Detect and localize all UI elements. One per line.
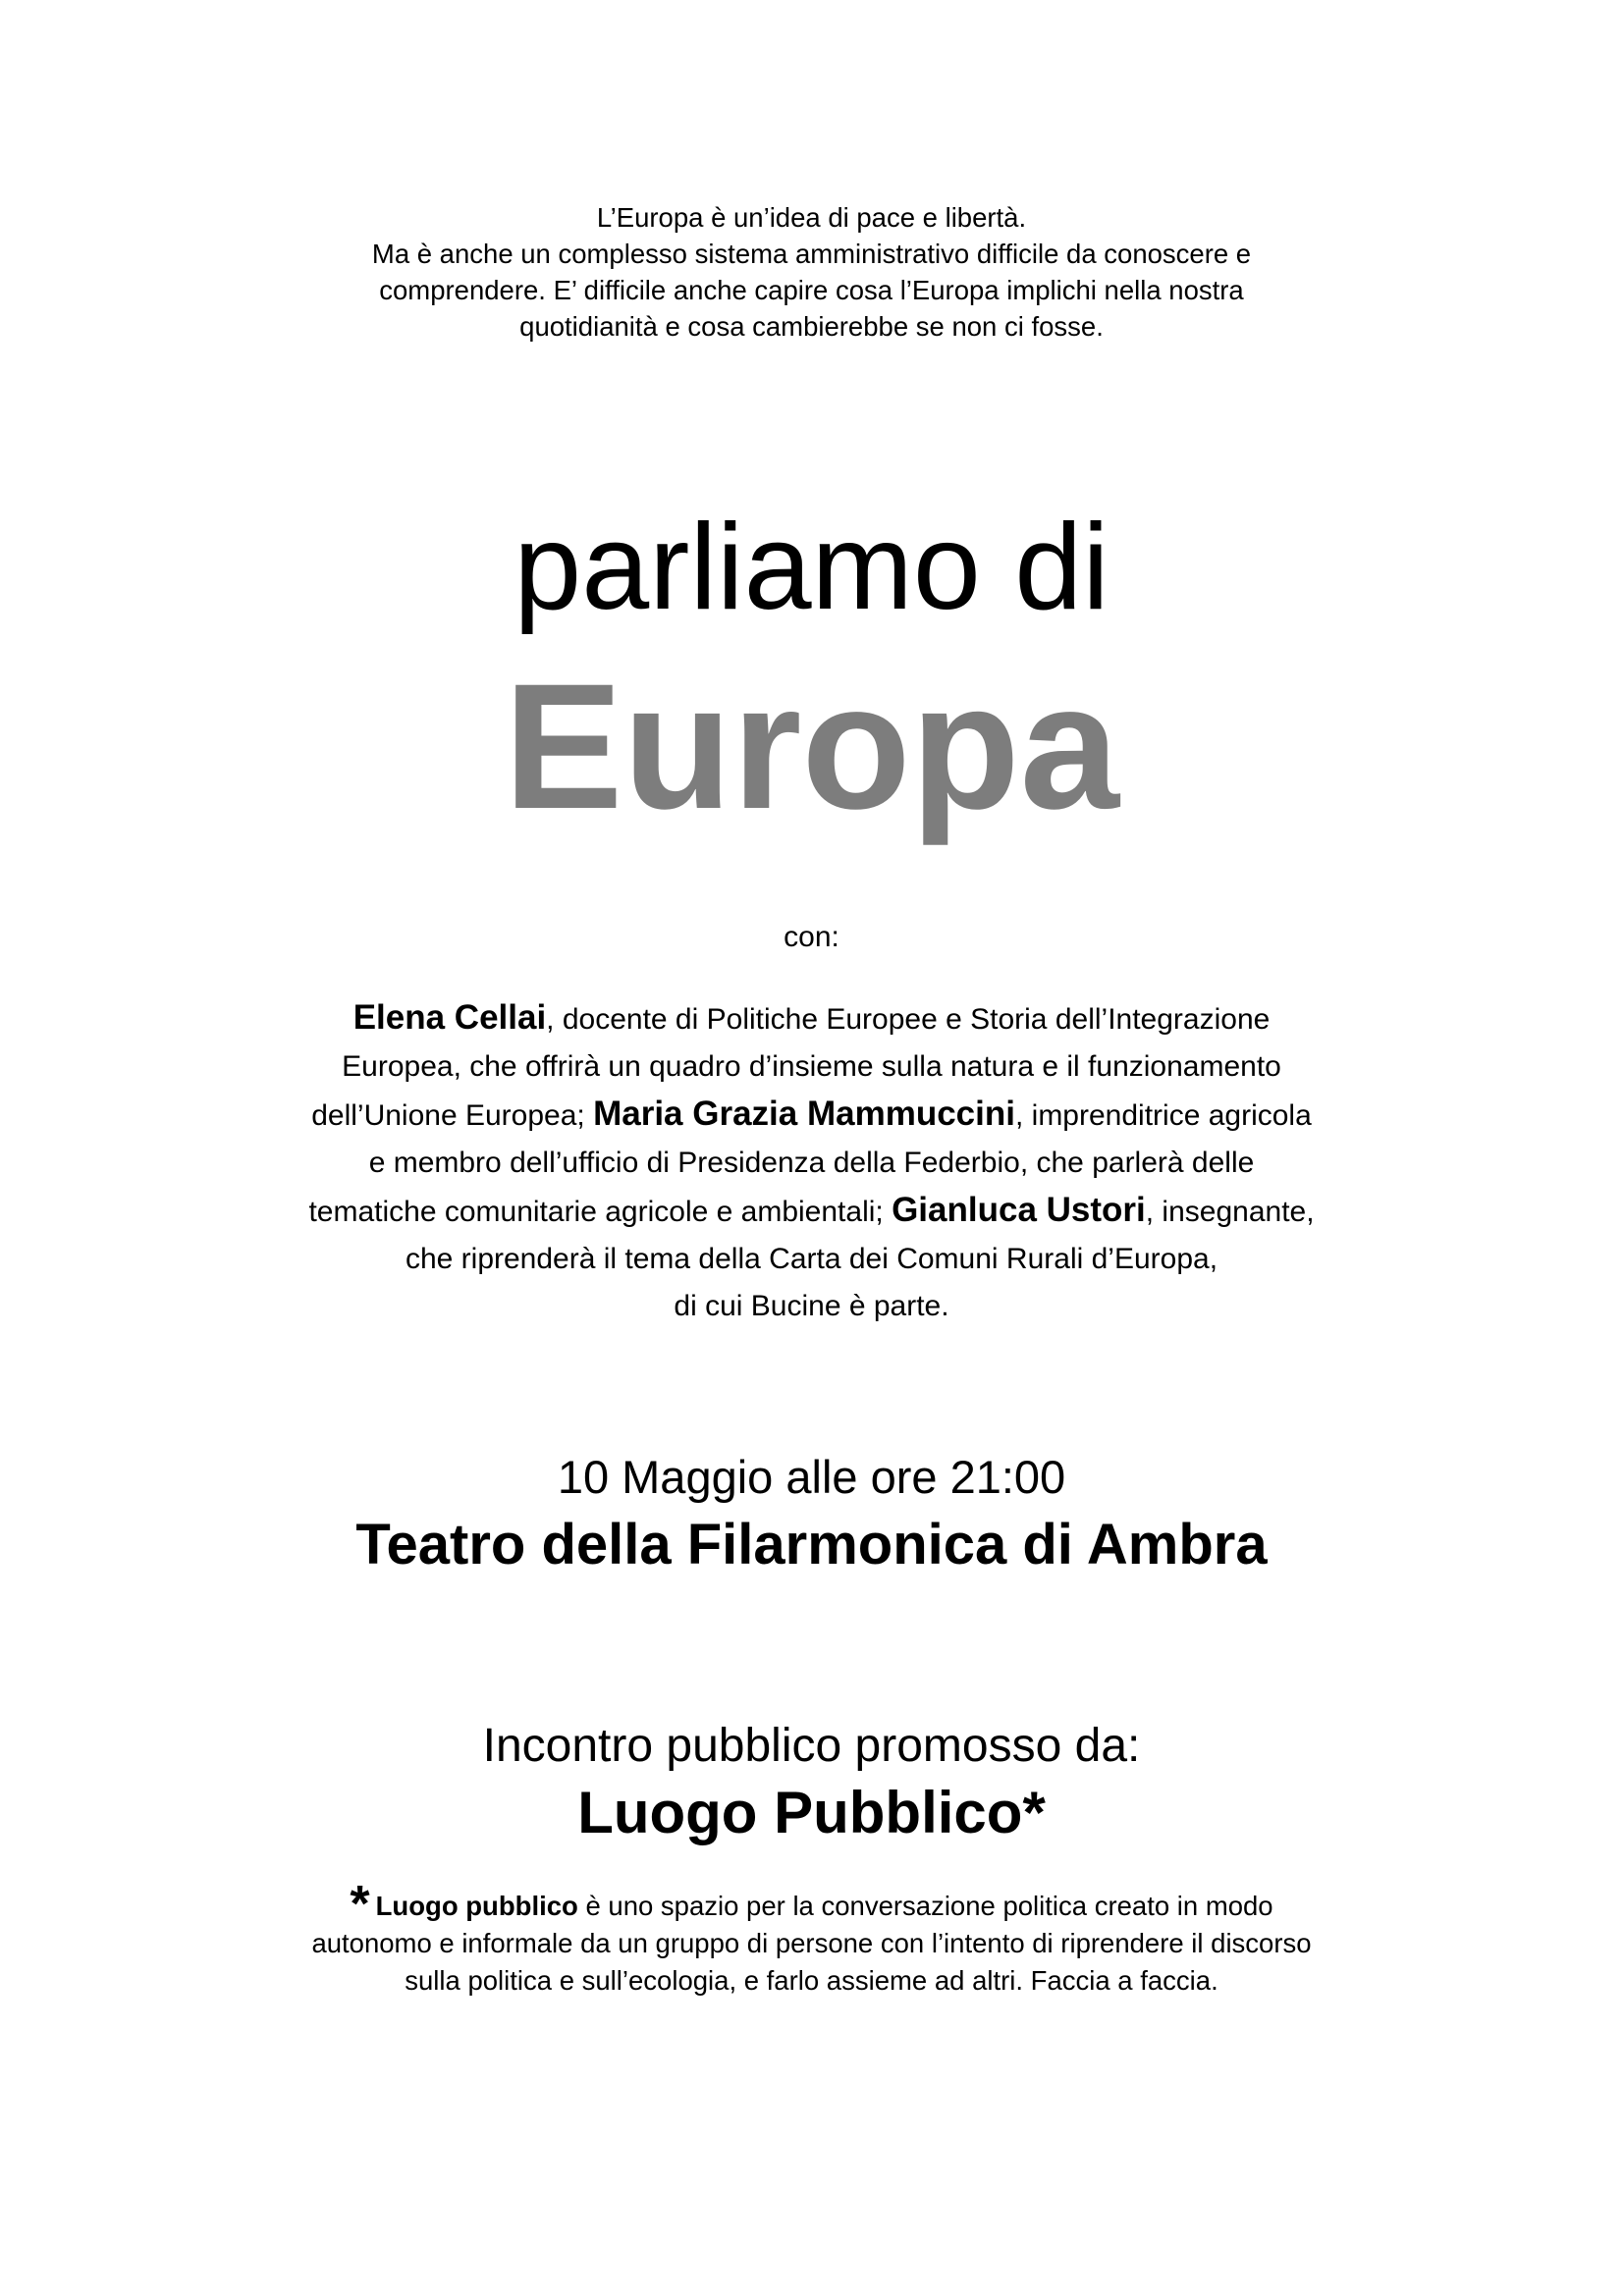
speakers-line (0, 994, 1623, 1043)
speakers-line (0, 1187, 1623, 1236)
intro-line: Ma è anche un complesso sistema amministrativo difficile da conoscere e (371, 239, 1252, 269)
speaker-description: dell’Unione Europea; (311, 1099, 594, 1132)
promoter-name: Luogo Pubblico* (577, 1780, 1046, 1845)
footnote-text: è uno spazio per la conversazione politica creato in modo (577, 1891, 1273, 1921)
asterisk-mark: * (350, 1876, 370, 1933)
speaker-name-maria-grazia-mammuccini: Maria Grazia Mammuccini (593, 1095, 1015, 1133)
promoter-label: Incontro pubblico promosso da: (482, 1720, 1141, 1772)
speakers-line (0, 1091, 1623, 1140)
speakers-line: di cui Bucine è parte. (674, 1290, 949, 1322)
title-parliamo-di: parliamo di (514, 500, 1109, 635)
intro-paragraph (0, 199, 1623, 345)
intro-line: L’Europa è un’idea di pace e libertà. (596, 202, 1027, 233)
speakers-line: Europea, che offrirà un quadro d’insieme sulla natura e il funzionamento (342, 1050, 1281, 1083)
speaker-description: tematiche comunitarie agricole e ambientali; (308, 1196, 893, 1228)
footnote-line: sulla politica e sull’ecologia, e farlo assieme ad altri. Faccia a faccia. (405, 1965, 1218, 1996)
event-venue: Teatro della Filarmonica di Ambra (355, 1513, 1268, 1576)
speaker-description: , docente di Politiche Europee e Storia dell’Integrazione (546, 1003, 1271, 1036)
speakers-line: che riprenderà il tema della Carta dei Comuni Rurali d’Europa, (405, 1243, 1218, 1275)
footnote-line (0, 1876, 1623, 1933)
speakers-line: e membro dell’ufficio di Presidenza della Federbio, che parlerà delle (368, 1147, 1255, 1179)
footnote (0, 1876, 1623, 2000)
footnote-line: autonomo e informale da un gruppo di persone con l’intento di riprendere il discorso (311, 1928, 1312, 1958)
footnote-term: Luogo pubblico (375, 1891, 578, 1921)
intro-line: comprendere. E’ difficile anche capire cosa l’Europa implichi nella nostra (379, 275, 1244, 305)
speaker-name-elena-cellai: Elena Cellai (352, 998, 547, 1037)
speaker-description: , imprenditrice agricola (1014, 1099, 1312, 1132)
intro-line: quotidianità e cosa cambierebbe se non ci fosse. (519, 311, 1104, 342)
speaker-name-gianluca-ustori: Gianluca Ustori (892, 1191, 1146, 1229)
event-datetime: 10 Maggio alle ore 21:00 (557, 1451, 1066, 1503)
speaker-description: , insegnante, (1145, 1196, 1315, 1228)
title-europa: Europa (504, 646, 1119, 846)
speakers-intro: con: (784, 921, 839, 953)
speakers-paragraph (0, 994, 1623, 1330)
